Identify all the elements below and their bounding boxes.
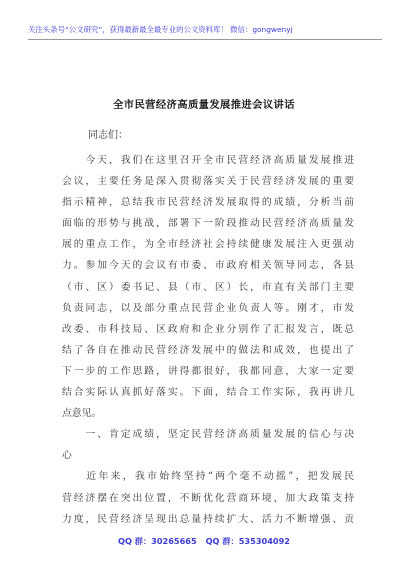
body-line: 营经济摆在突出位置，不断优化营商环境，加大政策支持 xyxy=(62,492,354,504)
body-line: 负责同志，以及部分重点民营企业负责人等。刚才，市发 xyxy=(62,302,354,314)
body-line: 点意见。 xyxy=(62,408,102,420)
body-line: 下一步的工作思路，讲得都很好，我都同意，大家一定要 xyxy=(62,365,354,377)
header-notice: 关注头条号“公文研究”，获得最新最全最专业的公文资料库！ 微信：gongwenyj xyxy=(28,25,293,34)
footer-contact xyxy=(0,536,408,547)
body-line: 面临的形势与挑战，部署下一阶段推动民营经济高质量发 xyxy=(62,218,354,230)
body-line: 会议，主要任务是深入贯彻落实关于民营经济发展的重要 xyxy=(62,176,354,188)
body-line: 今天，我们在这里召开全市民营经济高质量发展推进 xyxy=(62,155,354,166)
document-title: 全市民营经济高质量发展推进会议讲话 xyxy=(113,99,295,111)
body-line: 结合实际认真抓好落实。下面，结合工作实际，我再讲几 xyxy=(62,387,354,399)
header-divider xyxy=(28,39,382,40)
body-line: 改委、市科技局、区政府和企业分别作了汇报发言，既总 xyxy=(62,323,354,335)
section-heading: 一、肯定成绩，坚定民营经济高质量发展的信心与决 xyxy=(62,429,354,441)
section-heading: 心 xyxy=(62,450,72,462)
footer-qq-group-2: QQ 群：535304092 xyxy=(205,536,290,546)
body-line: 指示精神，总结我市民营经济发展取得的成绩，分析当前 xyxy=(62,197,354,209)
greeting: 同志们： xyxy=(88,130,128,141)
footer-qq-group-1: QQ 群：30265665 xyxy=(117,536,197,546)
document-body xyxy=(62,150,354,530)
body-line: 力。参加今天的会议有市委、市政府相关领导同志，各县 xyxy=(62,260,354,272)
body-line: （市、区）委书记、县（市、区）长，市直有关部门主要 xyxy=(62,281,354,293)
body-line: 结了各自在推动民营经济发展中的做法和成效，也提出了 xyxy=(62,344,354,356)
body-line: 近年来，我市始终坚持“两个毫不动摇”，把发展民 xyxy=(62,471,354,483)
body-line: 展的重点工作，为全市经济社会持续健康发展注入更强动 xyxy=(62,239,354,251)
body-line: 力度，民营经济呈现出总量持续扩大、活力不断增强、贡 xyxy=(62,513,354,525)
